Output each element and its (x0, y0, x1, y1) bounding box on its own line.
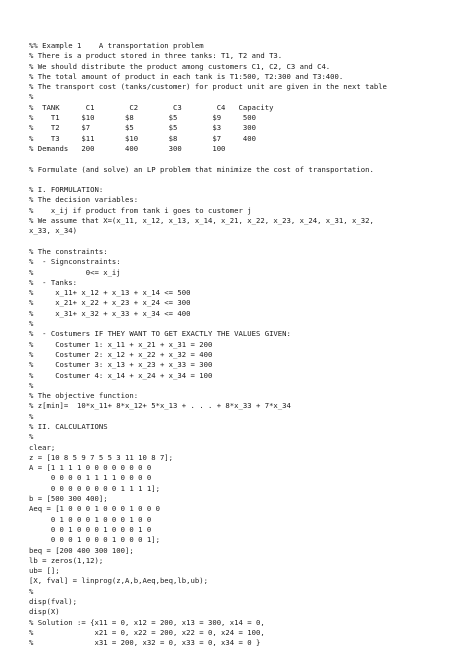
code-line: disp(X) (29, 607, 60, 617)
code-line (29, 237, 474, 247)
code-line: % The constraints: (29, 246, 108, 256)
code-line: % Formulate (and solve) an LP problem that minimize the cost of transportation. (29, 164, 374, 174)
code-line: % We assume that X=(x_11, x_12, x_13, x_14, x_21, x_22, x_23, x_24, x_31, x_32, (29, 216, 374, 226)
code-line: % Costumer 1: x_11 + x_21 + x_31 = 200 (29, 339, 213, 349)
code-line (29, 175, 474, 185)
code-line: % Demands 200 400 300 100 (29, 143, 226, 153)
code-line: % (29, 411, 34, 421)
code-line: % - Costumers IF THEY WANT TO GET EXACTLY THE VALUES GIVEN: (29, 329, 291, 339)
code-line: % The transport cost (tanks/customer) for product unit are given in the next table (29, 82, 387, 92)
code-line: ub= []; (29, 566, 60, 576)
code-line: x_33, x_34) (29, 226, 78, 236)
code-line: % I. FORMULATION: (29, 185, 104, 195)
code-line: b = [500 300 400]; (29, 494, 108, 504)
code-line: % x_31+ x_32 + x_33 + x_34 <= 400 (29, 308, 191, 318)
code-line: % z[min]= 10*x_11+ 8*x_12+ 5*x_13 + . . . + 8*x_33 + 7*x_34 (29, 401, 291, 411)
code-line: beq = [200 400 300 100]; (29, 545, 134, 555)
code-line: % x_ij if product from tank i goes to customer j (29, 205, 252, 215)
code-line: % Costumer 4: x_14 + x_24 + x_34 = 100 (29, 370, 213, 380)
code-line: % x_11+ x_12 + x_13 + x_14 <= 500 (29, 288, 191, 298)
code-line: 0 0 0 0 0 0 0 0 1 1 1 1]; (29, 483, 160, 493)
code-line: % x21 = 0, x22 = 200, x22 = 0, x24 = 100, (29, 627, 265, 637)
code-line: z = [10 8 5 9 7 5 5 3 11 10 8 7]; (29, 452, 174, 462)
code-line: % Solution := {x11 = 0, x12 = 200, x13 = 300, x14 = 0, (29, 617, 265, 627)
code-line: % T1 $10 $8 $5 $9 500 (29, 113, 256, 123)
code-line: clear; (29, 442, 56, 452)
code-line: % There is a product stored in three tanks: T1, T2 and T3. (29, 51, 283, 61)
code-line: % The decision variables: (29, 195, 139, 205)
code-line: 0 0 0 0 1 1 1 1 0 0 0 0 (29, 473, 152, 483)
code-line: % T2 $7 $5 $5 $3 300 (29, 123, 256, 133)
code-line: %% Example 1 A transportation problem (29, 41, 204, 50)
code-line: lb = zeros(1,12); (29, 555, 104, 565)
code-line (29, 154, 474, 164)
code-line: % 0<= x_ij (29, 267, 121, 277)
code-line: % II. CALCULATIONS (29, 421, 108, 431)
code-line: 0 0 1 0 0 0 1 0 0 0 1 0 (29, 524, 152, 534)
code-line: % (29, 92, 34, 102)
code-line: [X, fval] = linprog(z,A,b,Aeq,beq,lb,ub); (29, 576, 208, 586)
code-line: % - Signconstraints: (29, 257, 121, 267)
code-line: % - Tanks: (29, 277, 78, 287)
code-line: 0 1 0 0 0 1 0 0 0 1 0 0 (29, 514, 152, 524)
code-line: % The total amount of product in each tank is T1:500, T2:300 and T3:400. (29, 71, 344, 81)
code-line: % x_21+ x_22 + x_23 + x_24 <= 300 (29, 298, 191, 308)
code-line: % Costumer 3: x_13 + x_23 + x_33 = 300 (29, 360, 213, 370)
code-line: % Costumer 2: x_12 + x_22 + x_32 = 400 (29, 349, 213, 359)
code-line: % (29, 586, 34, 596)
code-line: % (29, 380, 34, 390)
code-line: % T3 $11 $10 $8 $7 400 (29, 133, 256, 143)
code-line: disp(fval); (29, 597, 78, 607)
code-line: Aeq = [1 0 0 0 1 0 0 0 1 0 0 0 (29, 504, 160, 514)
code-line: % We should distribute the product among customers C1, C2, C3 and C4. (29, 61, 331, 71)
code-line: % (29, 319, 34, 329)
code-line: % The objective function: (29, 391, 139, 401)
code-line: % x31 = 200, x32 = 0, x33 = 0, x34 = 0 } (29, 638, 261, 648)
code-line: % TANK C1 C2 C3 C4 Capacity (29, 102, 274, 112)
code-line: 0 0 0 1 0 0 0 1 0 0 0 1]; (29, 535, 160, 545)
code-line: % (29, 432, 34, 442)
matlab-code-listing (29, 41, 474, 649)
code-line: A = [1 1 1 1 0 0 0 0 0 0 0 0 (29, 463, 152, 473)
